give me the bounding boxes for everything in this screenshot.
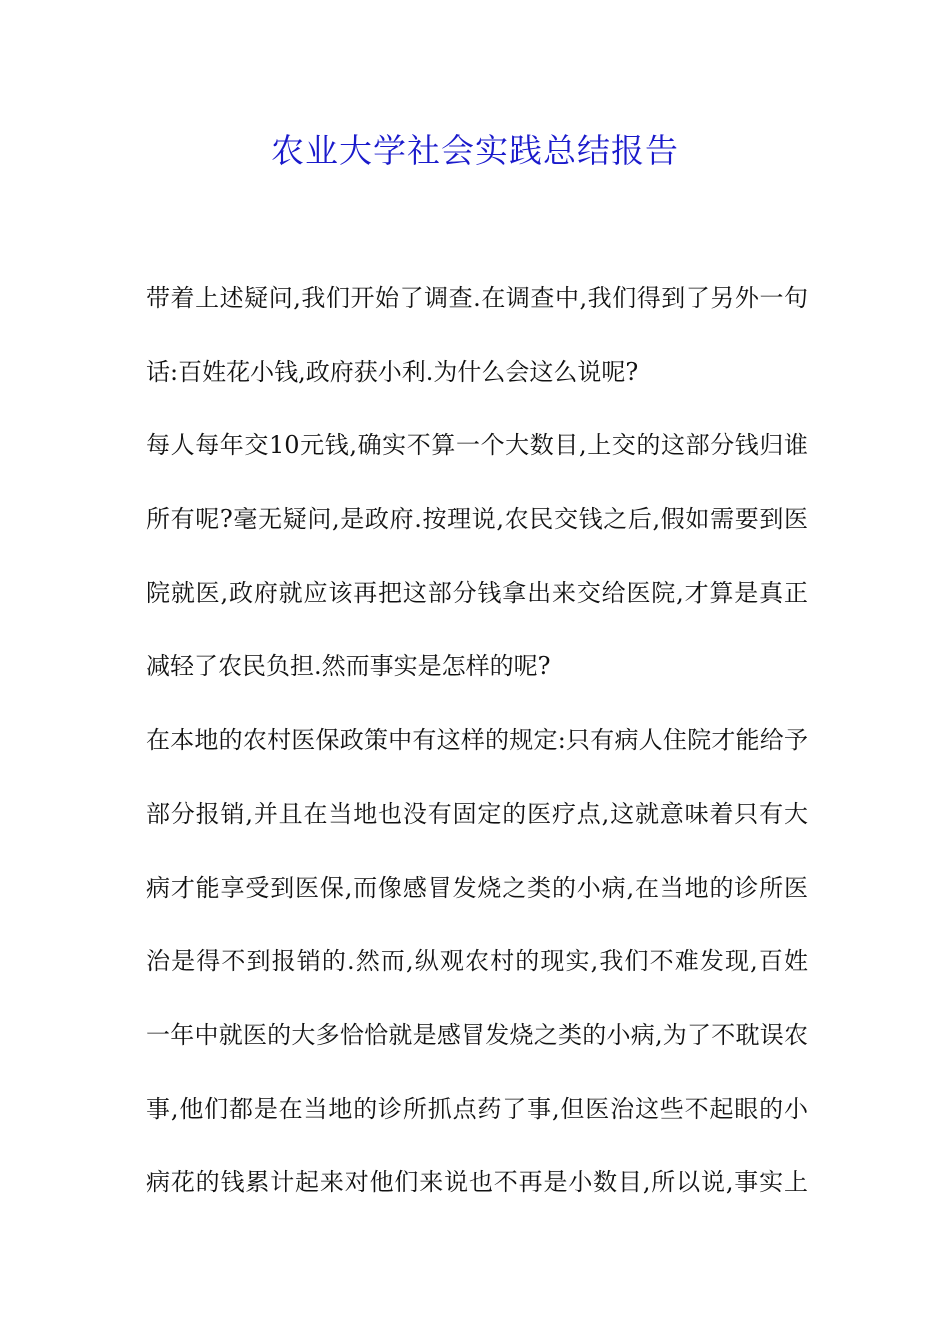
- text-line: 部分报销,并且在当地也没有固定的医疗点,这就意味着只有大: [146, 799, 808, 828]
- text-line: 事,他们都是在当地的诊所抓点药了事,但医治这些不起眼的小: [146, 1094, 808, 1123]
- text-line: 所有呢?毫无疑问,是政府.按理说,农民交钱之后,假如需要到医: [146, 505, 808, 534]
- text-line: 病花的钱累计起来对他们来说也不再是小数目,所以说,事实上: [146, 1168, 808, 1197]
- text-line: 院就医,政府就应该再把这部分钱拿出来交给医院,才算是真正: [146, 578, 808, 607]
- text-line: 话:百姓花小钱,政府获小利.为什么会这么说呢?: [146, 357, 639, 386]
- text-line: 病才能享受到医保,而像感冒发烧之类的小病,在当地的诊所医: [146, 873, 808, 902]
- text-line: 在本地的农村医保政策中有这样的规定:只有病人住院才能给予: [146, 726, 808, 755]
- text-line: 一年中就医的大多恰恰就是感冒发烧之类的小病,为了不耽误农: [146, 1020, 808, 1049]
- document-body: [146, 262, 808, 1220]
- document-title: 农业大学社会实践总结报告: [271, 131, 679, 170]
- text-line: 治是得不到报销的.然而,纵观农村的现实,我们不难发现,百姓: [146, 947, 808, 976]
- text-line: 每人每年交10元钱,确实不算一个大数目,上交的这部分钱归谁: [146, 431, 808, 460]
- text-line: 带着上述疑问,我们开始了调查.在调查中,我们得到了另外一句: [146, 284, 808, 312]
- text-line: 减轻了农民负担.然而事实是怎样的呢?: [146, 652, 551, 681]
